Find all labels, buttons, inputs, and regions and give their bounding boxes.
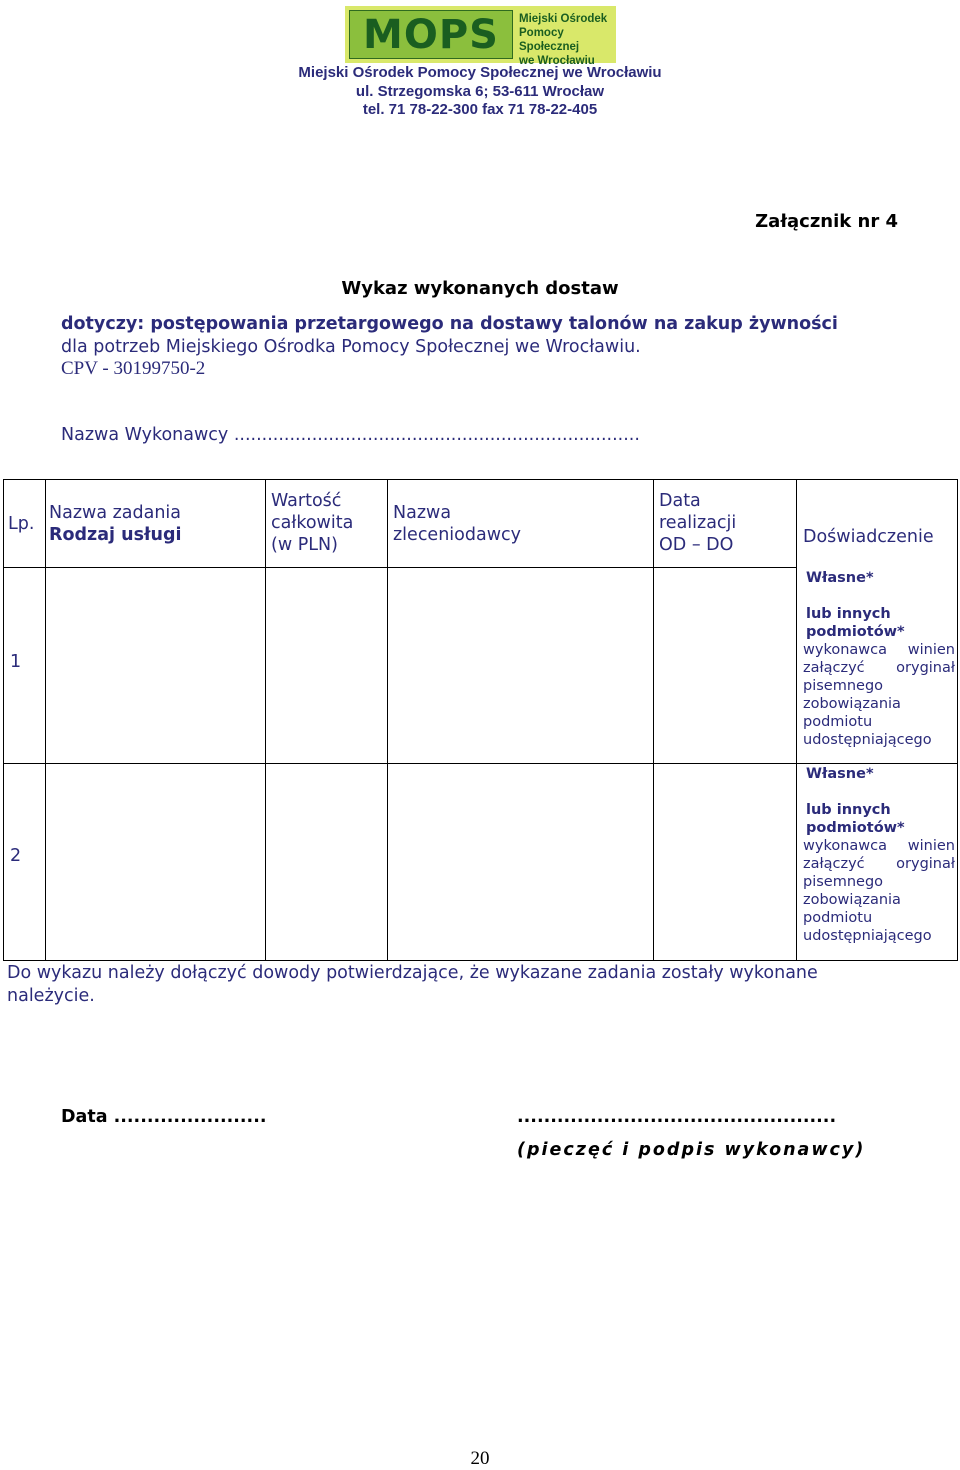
logo-org-line: Pomocy Społecznej [519, 27, 580, 53]
table-border [3, 567, 797, 568]
org-name: Miejski Ośrodek Pomocy Społecznej we Wrocławiu [298, 64, 662, 81]
table-border [3, 479, 958, 480]
experience-note: załączyć oryginał [803, 856, 955, 872]
header-client [393, 502, 521, 546]
logo-org-line: Miejski Ośrodek [519, 13, 608, 25]
experience-entities: podmiotów* [806, 624, 905, 640]
header-task-line: Rodzaj usługi [49, 525, 182, 545]
experience-note: zobowiązania [803, 696, 901, 712]
page-number: 20 [470, 1448, 490, 1469]
experience-own: Własne* [806, 766, 874, 782]
header-client-line: Nazwa [393, 503, 452, 523]
table-border [3, 960, 958, 961]
table-border [653, 479, 654, 961]
header-value-line: całkowita [271, 513, 354, 533]
header-experience: Doświadczenie [803, 527, 934, 547]
table-border [387, 479, 388, 961]
header-date [659, 490, 736, 556]
header-lp: Lp. [8, 514, 35, 534]
experience-note: zobowiązania [803, 892, 901, 908]
experience-others: lub innych [806, 802, 891, 818]
experience-note: wykonawca winien [803, 642, 955, 658]
header-date-line: realizacji [659, 513, 737, 533]
table-border [265, 479, 266, 961]
experience-note: podmiotu [803, 714, 873, 730]
signature-caption: (pieczęć i podpis wykonawcy) [517, 1140, 866, 1160]
footnote: Do wykazu należy dołączyć dowody potwierdzające, że wykazane zadania zostały wykonane należycie. [7, 963, 818, 1006]
document-title: Wykaz wykonanych dostaw [341, 278, 619, 299]
experience-others: lub innych [806, 606, 891, 622]
row-2-lp: 2 [10, 846, 22, 866]
experience-note: wykonawca winien [803, 838, 955, 854]
header-task-line: Nazwa zadania [49, 503, 182, 523]
subject-line-1: dotyczy: postępowania przetargowego na dostawy talonów na zakup żywności [61, 314, 838, 334]
contractor-name-field: Nazwa Wykonawcy ......................................................................... [61, 425, 640, 445]
table-border [796, 479, 797, 961]
header-task [49, 502, 263, 546]
mops-logo [345, 6, 616, 67]
attachment-label: Załącznik nr 4 [755, 211, 898, 232]
row-1-experience [803, 569, 955, 749]
org-phone: tel. 71 78-22-300 fax 71 78-22-405 [362, 101, 598, 118]
header-value-line: (w PLN) [271, 535, 338, 555]
header-value [271, 490, 353, 556]
row-1-lp: 1 [10, 652, 22, 672]
table-border [957, 479, 958, 961]
experience-note: podmiotu [803, 910, 873, 926]
subject-line-2: dla potrzeb Miejskiego Ośrodka Pomocy Społecznej we Wrocławiu. [61, 337, 641, 357]
header-value-line: Wartość [271, 491, 342, 511]
table-border [3, 479, 4, 961]
org-address: ul. Strzegomska 6; 53-611 Wrocław [355, 83, 605, 100]
row-2-experience [803, 765, 955, 945]
experience-note: załączyć oryginał [803, 660, 955, 676]
table-border [45, 479, 46, 961]
signature-line: ................................................ [517, 1107, 837, 1127]
table-border [3, 763, 958, 764]
experience-note: udostępniającego [803, 928, 932, 944]
experience-entities: podmiotów* [806, 820, 905, 836]
header-client-line: zleceniodawcy [393, 525, 521, 545]
logo-org-line: we Wrocławiu [519, 55, 595, 67]
logo-org-name [519, 12, 614, 68]
cpv-code: CPV - 30199750-2 [61, 358, 206, 379]
experience-own: Własne* [806, 570, 874, 586]
experience-note: udostępniającego [803, 732, 932, 748]
experience-note: pisemnego [803, 874, 884, 890]
date-field: Data ....................... [61, 1107, 267, 1127]
logo-mark-text: MOPS [363, 12, 499, 58]
experience-note: pisemnego [803, 678, 884, 694]
logo-mark [349, 10, 513, 59]
header-date-line: OD – DO [659, 535, 734, 555]
header-date-line: Data [659, 491, 701, 511]
